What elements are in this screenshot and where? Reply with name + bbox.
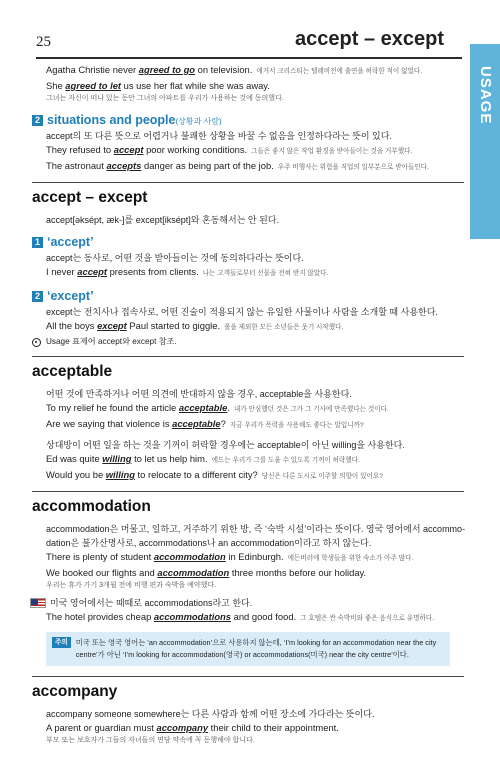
subsection-heading: 2 ‘except’ (32, 289, 450, 303)
description: 상대방이 어떤 일을 하는 것을 기꺼이 허락할 경우에는 acceptable이 아닌 willing을 사용한다. (46, 440, 405, 450)
description: accept[əksépt, æk-]를 except[iksépt]와 혼동해서는 안 된다. (46, 215, 280, 225)
note-line: centre’가 아닌 ‘I’m looking for accommodation(영국) or accommodations(미국) near the city centre’이다. (75, 650, 409, 659)
entry-title: accommodation (32, 498, 151, 515)
section-divider (32, 491, 464, 492)
description: 어떤 것에 만족하거나 어떤 의견에 반대하지 않을 경우, acceptable을 사용한다. (46, 389, 352, 399)
example-line: The astronaut accepts danger as being part of the job. 우주 비행사는 위험을 직업의 일부분으로 받아들인다. (46, 160, 429, 171)
description: accommodation은 머물고, 일하고, 거주하기 위한 방, 즉 ‘숙박 시설’이라는 뜻이다. 영국 영어에서 accommo- (46, 524, 466, 534)
section-divider (32, 356, 464, 357)
example-line: All the boys except Paul started to giggle. 폴을 제외한 모든 소년들은 웃기 시작했다. (46, 320, 344, 331)
description: accept의 또 다른 뜻으로 어렵거나 불쾌한 상황을 바꿀 수 없음을 인정하다라는 뜻이 있다. (46, 131, 392, 141)
example-line: A parent or guardian must accompany their child to their appointment. (46, 722, 339, 733)
subsection-heading: 1 ‘accept’ (32, 235, 450, 249)
entry-title: accept – except (32, 189, 148, 206)
caution-note (46, 632, 450, 666)
section-divider (32, 676, 464, 677)
page-content (32, 63, 466, 747)
reference-icon (32, 338, 41, 347)
american-english-note: 미국 영어에서는 때때로 accommodations라고 한다. (30, 596, 450, 610)
entry-title: accompany (32, 683, 118, 700)
example-line: The hotel provides cheap accommodations and good food. 그 호텔은 싼 숙박비와 좋은 음식으로 유명하다. (46, 611, 435, 622)
example-line: Agatha Christie never agreed to go on television. 애거서 크리스티는 텔레비전에 출연을 허락한 적이 없었다. (46, 64, 423, 75)
description: except는 전치사나 접속사로, 어떤 진술이 적용되지 않는 유일한 사물이나 사람을 소개할 때 사용한다. (46, 307, 438, 317)
example-line: They refused to accept poor working conditions. 그들은 좋지 않은 작업 환경을 받아들이는 것을 거부했다. (46, 144, 413, 155)
running-title: accept – except (295, 28, 444, 50)
example-line: We booked our flights and accommodation three months before our holiday. (46, 567, 367, 578)
number-badge: 1 (32, 237, 43, 248)
page-header (0, 0, 500, 60)
description: dation은 불가산명사로, accommodations나 an accommodation이라고 하지 않는다. (46, 538, 372, 548)
cross-reference: Usage 표제어 accept와 except 참조. (32, 335, 450, 349)
section-divider (32, 182, 464, 183)
translation-line: 그녀는 자신이 떠나 있는 동안 그녀의 아파트를 우리가 사용하는 것에 동의했다. (46, 95, 284, 102)
translation-line: 우리는 휴가 가기 3개월 전에 비행 편과 숙박을 예약했다. (46, 582, 217, 589)
description: accept는 동사로, 어떤 것을 받아들이는 것에 동의하다라는 뜻이다. (46, 253, 304, 263)
header-rule (36, 57, 462, 59)
us-flag-icon (30, 598, 46, 608)
page-number: 25 (36, 34, 51, 50)
example-line: She agreed to let us use her flat while she was away. (46, 80, 270, 91)
note-line: 미국 또는 영국 영어는 ‘an accommodation’으로 사용하지 않는데, ‘I’m looking for an accommodation near the city (75, 638, 437, 647)
caution-tag: 주의 (52, 637, 71, 648)
translation-line: 부모 또는 보호자가 그들의 자녀들의 면담 약속에 꼭 동행해야 합니다. (46, 737, 255, 744)
number-badge: 2 (32, 115, 43, 126)
example-line: Are we saying that violence is acceptable? 지금 우리가 폭력을 사용해도 좋다는 말입니까? (46, 418, 364, 429)
entry-title: acceptable (32, 363, 113, 380)
example-line: There is plenty of student accommodation in Edinburgh. 에든버러에 학생들을 위한 숙소가 아주 많다. (46, 551, 414, 562)
example-line: To my relief he found the article acceptable. 내가 안심했던 것은 그가 그 기사에 만족했다는 것이다. (46, 402, 389, 413)
example-line: Ed was quite willing to let us help him. 에드는 우리가 그를 도울 수 있도록 기꺼이 허락했다. (46, 453, 360, 464)
number-badge: 2 (32, 291, 43, 302)
description: accompany someone somewhere는 다른 사람과 함께 어떤 장소에 가다라는 뜻이다. (46, 709, 375, 719)
example-line: I never accept presents from clients. 나는 고객들로부터 선물을 전혀 받지 않았다. (46, 266, 329, 277)
side-tab-label: USAGE (477, 65, 494, 125)
example-line: Would you be willing to relocate to a different city? 당신은 다른 도시로 이주할 의향이 있어요? (46, 469, 383, 480)
subsection-heading: 2 situations and people(상황과 사람) (32, 113, 450, 127)
